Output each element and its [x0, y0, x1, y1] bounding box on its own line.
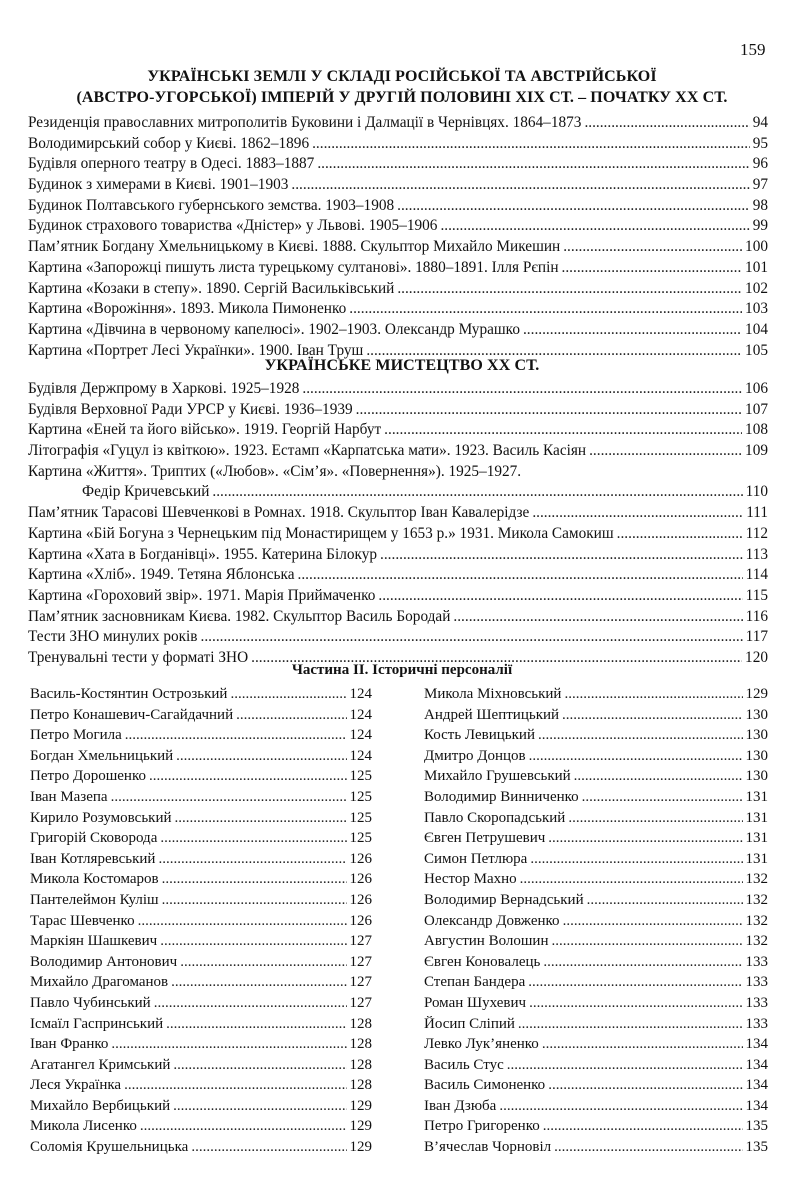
dot-leader	[162, 892, 347, 909]
entry-page: 126	[349, 871, 372, 888]
toc-entry	[28, 628, 768, 649]
entry-title: Іван Котляревський	[30, 850, 156, 867]
toc-entry	[424, 686, 768, 707]
toc-entry	[30, 1016, 372, 1037]
toc-entry	[28, 155, 768, 176]
dot-leader	[587, 892, 743, 909]
entry-page: 117	[745, 628, 768, 646]
entry-page: 129	[349, 1139, 372, 1156]
entry-title: Пам’ятник Тарасові Шевченкові в Ромнах. 1918. Скульптор Іван Кавалерідзе	[28, 504, 530, 522]
entry-title: Микола Міхновський	[424, 686, 562, 702]
dot-leader	[563, 238, 742, 256]
toc-entry	[28, 421, 768, 442]
toc-entry	[30, 1036, 372, 1057]
entry-title: Роман Шухевич	[424, 994, 527, 1011]
entry-title: В’ячеслав Чорновіл	[424, 1139, 552, 1156]
dot-leader	[298, 566, 743, 584]
dot-leader	[440, 217, 749, 235]
page-number: 159	[740, 40, 766, 59]
entry-page: 133	[745, 953, 768, 970]
entry-page: 108	[745, 421, 768, 439]
entry-page: 127	[349, 953, 372, 970]
toc-entry	[30, 1139, 372, 1160]
toc-entry	[424, 974, 768, 995]
entry-page: 129	[349, 1097, 372, 1114]
dot-leader	[574, 768, 743, 785]
toc-entry	[424, 810, 768, 831]
entry-title: Будівля Верховної Ради УРСР у Києві. 1936–1939	[28, 400, 353, 418]
dot-leader	[551, 933, 742, 950]
dot-leader	[543, 954, 742, 971]
dot-leader	[530, 851, 742, 868]
entry-title: Кирило Розумовський	[30, 809, 172, 826]
dot-leader	[140, 1118, 347, 1135]
toc-entry	[30, 933, 372, 954]
entry-title: Літографія «Гуцул із квіткою». 1923. Естамп «Карпатська мати». 1923. Василь Касіян	[28, 442, 587, 460]
entry-title: Дмитро Донцов	[424, 747, 526, 764]
entry-title: Леся Українка	[30, 1077, 122, 1094]
entry-page: 102	[745, 279, 768, 297]
entry-page: 120	[745, 648, 768, 666]
entry-title: Степан Бандера	[424, 974, 526, 991]
entry-page: 131	[745, 788, 768, 805]
entry-page: 113	[745, 545, 768, 563]
dot-leader	[158, 851, 346, 868]
entry-title: Василь Симоненко	[424, 1077, 546, 1094]
entry-title: Євген Петрушевич	[424, 830, 546, 847]
entry-page: 98	[752, 196, 768, 214]
toc-entry	[30, 1098, 372, 1119]
entry-title: Йосип Сліпий	[424, 1015, 515, 1032]
entry-title: Володимир Вернадський	[424, 891, 584, 908]
entry-page: 132	[745, 933, 768, 950]
dot-leader	[532, 504, 743, 522]
entry-title: Кость Левицький	[424, 727, 535, 744]
toc-entry	[28, 259, 768, 280]
dot-leader	[538, 727, 743, 744]
toc-entry	[28, 483, 768, 504]
entry-title: Картина «Запорожці пишуть листа турецькому султанові». 1880–1891. Ілля Рєпін	[28, 258, 559, 276]
toc-entry	[30, 892, 372, 913]
entry-page: 104	[745, 320, 768, 338]
dot-leader	[568, 810, 742, 827]
dot-leader	[173, 1098, 346, 1115]
toc-entry	[424, 1057, 768, 1078]
dot-leader	[617, 525, 743, 543]
dot-leader	[176, 748, 346, 765]
entry-title: Картина «Портрет Лесі Українки». 1900. Іван Труш	[28, 341, 364, 359]
entry-title: Павло Чубинський	[30, 994, 151, 1011]
entry-title: Соломія Крушельницька	[30, 1139, 189, 1156]
toc-entry	[424, 748, 768, 769]
entry-title: Євген Коновалець	[424, 953, 541, 970]
entry-title: Картина «Хата в Богданівці». 1955. Катерина Білокур	[28, 545, 378, 563]
toc-entry	[30, 789, 372, 810]
toc-entry	[424, 1036, 768, 1057]
entry-page: 110	[745, 483, 768, 501]
toc-entry	[424, 1016, 768, 1037]
entry-page: 112	[745, 524, 768, 542]
dot-leader	[291, 176, 749, 194]
entry-page: 130	[745, 706, 768, 723]
entry-title: Картина «Бій Богуна з Чернецьким під Монастирищем у 1653 р.» 1931. Микола Самокиш	[28, 524, 614, 542]
dot-leader	[312, 135, 750, 153]
entry-title: Левко Лук’яненко	[424, 1036, 539, 1053]
toc-entry	[30, 810, 372, 831]
entry-page: 106	[745, 380, 768, 397]
dot-leader	[543, 1118, 743, 1135]
entry-page: 126	[349, 891, 372, 908]
dot-leader	[507, 1057, 743, 1074]
entry-page: 126	[349, 850, 372, 867]
dot-leader	[499, 1098, 742, 1115]
entry-title: Петро Дорошенко	[30, 768, 146, 785]
dot-leader	[212, 483, 742, 501]
entry-page: 133	[745, 1015, 768, 1032]
dot-leader	[397, 197, 750, 215]
entry-page: 115	[745, 586, 768, 604]
entry-title: Михайло Вербицький	[30, 1097, 171, 1114]
dot-leader	[111, 1036, 346, 1053]
entry-page: 114	[745, 566, 768, 584]
entry-title: Картина «Гороховий звір». 1971. Марія Приймаченко	[28, 586, 376, 604]
dot-leader	[542, 1036, 743, 1053]
dot-leader	[562, 259, 743, 277]
entry-page: 95	[752, 134, 768, 152]
toc-entry	[28, 300, 768, 321]
entry-page: 129	[349, 1118, 372, 1135]
toc-entry	[424, 1098, 768, 1119]
entry-page: 130	[745, 747, 768, 764]
toc-entry	[28, 280, 768, 301]
toc-entry	[30, 748, 372, 769]
entry-page: 130	[745, 768, 768, 785]
entry-title: Будівля Держпрому в Харкові. 1925–1928	[28, 380, 300, 397]
entry-page: 132	[745, 891, 768, 908]
entry-title: Петро Могила	[30, 727, 122, 744]
entry-page: 96	[752, 155, 768, 173]
entry-page: 124	[349, 747, 372, 764]
entry-page: 101	[745, 258, 768, 276]
entry-page: 103	[745, 300, 768, 318]
entry-page: 128	[349, 1036, 372, 1053]
entry-title: Тренувальні тести у форматі ЗНО	[28, 648, 249, 666]
entry-title: Василь Стус	[424, 1056, 504, 1073]
toc-entry	[28, 401, 768, 422]
toc-entry	[424, 1139, 768, 1160]
entry-page: 129	[745, 686, 768, 702]
dot-leader	[356, 401, 742, 419]
dot-leader	[201, 628, 743, 646]
entry-title: Тести ЗНО минулих років	[28, 628, 198, 646]
toc-entry	[28, 587, 768, 608]
entry-title: Григорій Сковорода	[30, 830, 158, 847]
entry-page: 135	[745, 1139, 768, 1156]
toc-entry	[424, 933, 768, 954]
dot-leader	[564, 686, 742, 703]
dot-leader	[518, 1016, 743, 1033]
toc-entry	[28, 442, 768, 463]
entry-title: Петро Григоренко	[424, 1118, 540, 1135]
entry-page: 133	[745, 994, 768, 1011]
toc-entry	[30, 686, 372, 707]
entry-title: Ісмаїл Гаспринський	[30, 1015, 164, 1032]
entry-title: Іван Франко	[30, 1036, 109, 1053]
entry-title: Михайло Драгоманов	[30, 974, 169, 991]
toc-entry	[424, 913, 768, 934]
entry-page: 133	[745, 974, 768, 991]
dot-leader	[111, 789, 347, 806]
dot-leader	[520, 871, 743, 888]
toc-entry	[28, 380, 768, 401]
toc-entry	[424, 954, 768, 975]
toc-entry	[28, 525, 768, 546]
entry-title: Андрей Шептицький	[424, 706, 560, 723]
dot-leader	[548, 1077, 742, 1094]
entry-title: Іван Мазепа	[30, 788, 108, 805]
dot-leader	[154, 995, 347, 1012]
dot-leader	[162, 871, 347, 888]
toc-entry	[424, 768, 768, 789]
dot-leader	[173, 1057, 346, 1074]
entry-title: Василь-Костянтин Острозький	[30, 686, 228, 702]
dot-leader	[230, 686, 346, 703]
toc-entry	[28, 238, 768, 259]
dot-leader	[149, 768, 347, 785]
dot-leader	[302, 380, 742, 398]
toc-entry	[30, 913, 372, 934]
dot-leader	[124, 1077, 346, 1094]
entry-title: Картина «Козаки в степу». 1890. Сергій Васильківський	[28, 279, 395, 297]
entry-title: Володимирський собор у Києві. 1862–1896	[28, 134, 310, 152]
dot-leader	[554, 1139, 742, 1156]
entry-title: Михайло Грушевський	[424, 768, 571, 785]
dot-leader	[380, 546, 743, 564]
entry-title: Олександр Довженко	[424, 912, 560, 929]
toc-entry	[30, 830, 372, 851]
dot-leader	[397, 280, 742, 298]
entry-title: Пантелеймон Куліш	[30, 891, 159, 908]
section1-title-line2: (АВСТРО-УГОРСЬКОЇ) ІМПЕРІЙ У ДРУГІЙ ПОЛОВИНІ XIX СТ. – ПОЧАТКУ XX СТ.	[76, 89, 728, 106]
entry-title: Августин Волошин	[424, 933, 549, 950]
entry-page: 125	[349, 768, 372, 785]
entry-page: 111	[746, 504, 768, 522]
section1-title-line1: УКРАЇНСЬКІ ЗЕМЛІ У СКЛАДІ РОСІЙСЬКОЇ ТА АВСТРІЙСЬКОЇ	[147, 68, 657, 85]
toc-entry	[28, 608, 768, 629]
dot-leader	[236, 707, 346, 724]
entry-page: 100	[745, 238, 768, 256]
toc-entry	[424, 727, 768, 748]
entry-page: 125	[349, 788, 372, 805]
entry-title: Будинок з химерами в Києві. 1901–1903	[28, 176, 289, 194]
toc-entry	[424, 830, 768, 851]
entry-page: 126	[349, 912, 372, 929]
entry-title: Резиденція православних митрополитів Буковини і Далмації в Чернівцях. 1864–1873	[28, 114, 582, 131]
toc-entry-line1	[28, 463, 768, 484]
toc-entry	[424, 789, 768, 810]
entry-page: 116	[745, 607, 768, 625]
entry-title: Маркіян Шашкевич	[30, 933, 158, 950]
entry-title: Картина «Ворожіння». 1893. Микола Пимоненко	[28, 300, 347, 318]
toc-entry	[30, 768, 372, 789]
entry-title: Картина «Еней та його військо». 1919. Георгій Нарбут	[28, 421, 382, 439]
entry-title: Агатангел Кримський	[30, 1056, 171, 1073]
toc-entry	[28, 135, 768, 156]
entry-page: 109	[745, 442, 768, 460]
entry-title: Пам’ятник засновникам Києва. 1982. Скульптор Василь Бородай	[28, 607, 451, 625]
dot-leader	[160, 933, 346, 950]
toc-section2	[28, 380, 768, 670]
entry-page: 131	[745, 809, 768, 826]
toc-entry	[30, 974, 372, 995]
entry-page: 134	[745, 1077, 768, 1094]
entry-page: 124	[349, 706, 372, 723]
entry-page: 134	[745, 1036, 768, 1053]
entry-title: Пам’ятник Богдану Хмельницькому в Києві. 1888. Скульптор Михайло Микешин	[28, 238, 561, 256]
dot-leader	[166, 1016, 346, 1033]
persons-right-column	[424, 686, 768, 1160]
entry-page: 130	[745, 727, 768, 744]
entry-page: 132	[745, 871, 768, 888]
toc-entry	[28, 217, 768, 238]
persons-left-column	[30, 686, 372, 1160]
toc-entry	[424, 707, 768, 728]
entry-page: 94	[752, 114, 768, 131]
dot-leader	[548, 830, 742, 847]
dot-leader	[138, 913, 347, 930]
dot-leader	[528, 974, 742, 991]
toc-entry	[28, 566, 768, 587]
dot-leader	[523, 321, 742, 339]
dot-leader	[160, 830, 346, 847]
entry-title: Будівля оперного театру в Одесі. 1883–1887	[28, 155, 315, 173]
dot-leader	[349, 300, 742, 318]
entry-title: Микола Костомаров	[30, 871, 159, 888]
toc-entry	[28, 114, 768, 135]
toc-entry	[30, 954, 372, 975]
dot-leader	[317, 155, 749, 173]
entry-page: 105	[745, 341, 768, 359]
entry-page: 134	[745, 1097, 768, 1114]
entry-page: 125	[349, 809, 372, 826]
entry-page: 99	[752, 217, 768, 235]
entry-title: Картина «Дівчина в червоному капелюсі». 1902–1903. Олександр Мурашко	[28, 320, 520, 338]
toc-entry	[30, 995, 372, 1016]
toc-entry	[424, 892, 768, 913]
toc-entry	[424, 851, 768, 872]
dot-leader	[589, 442, 742, 460]
entry-page: 134	[745, 1056, 768, 1073]
entry-page: 125	[349, 830, 372, 847]
dot-leader	[529, 995, 742, 1012]
dot-leader	[453, 608, 742, 626]
dot-leader	[562, 707, 742, 724]
dot-leader	[529, 748, 743, 765]
toc-entry	[30, 871, 372, 892]
entry-page: 124	[349, 686, 372, 702]
part2-title: Частина ІІ. Історичні персоналії	[291, 662, 513, 678]
entry-title: Богдан Хмельницький	[30, 747, 174, 764]
entry-title: Володимир Антонович	[30, 953, 178, 970]
dot-leader	[378, 587, 742, 605]
entry-title: Федір Кричевський	[82, 483, 210, 501]
entry-title: Тарас Шевченко	[30, 912, 135, 929]
dot-leader	[180, 954, 346, 971]
toc-section1	[28, 114, 768, 362]
entry-title: Картина «Хліб». 1949. Тетяна Яблонська	[28, 566, 295, 584]
dot-leader	[384, 421, 742, 439]
toc-entry	[30, 851, 372, 872]
dot-leader	[563, 913, 743, 930]
toc-entry	[30, 1118, 372, 1139]
entry-title: Петро Конашевич-Сагайдачний	[30, 706, 234, 723]
entry-page: 97	[752, 176, 768, 194]
entry-title: Будинок страхового товариства «Дністер» у Львові. 1905–1906	[28, 217, 438, 235]
dot-leader	[584, 114, 749, 132]
entry-page: 128	[349, 1077, 372, 1094]
entry-title: Будинок Полтавського губернського земства. 1903–1908	[28, 196, 395, 214]
entry-page: 127	[349, 994, 372, 1011]
entry-title: Володимир Винниченко	[424, 788, 579, 805]
entry-page: 135	[745, 1118, 768, 1135]
entry-page: 128	[349, 1015, 372, 1032]
toc-entry	[28, 546, 768, 567]
entry-page: 131	[745, 850, 768, 867]
toc-entry	[30, 1057, 372, 1078]
section2-title: УКРАЇНСЬКЕ МИСТЕЦТВО XX СТ.	[264, 357, 540, 374]
entry-title: Картина «Життя». Триптих («Любов». «Сім’я». «Повернення»). 1925–1927.	[28, 462, 522, 480]
entry-title: Павло Скоропадський	[424, 809, 566, 826]
toc-entry	[28, 197, 768, 218]
toc-entry	[424, 1077, 768, 1098]
entry-title: Микола Лисенко	[30, 1118, 137, 1135]
toc-entry	[30, 727, 372, 748]
entry-page: 127	[349, 933, 372, 950]
dot-leader	[125, 727, 347, 744]
toc-entry	[28, 176, 768, 197]
dot-leader	[191, 1139, 346, 1156]
entry-title: Симон Петлюра	[424, 850, 528, 867]
dot-leader	[582, 789, 743, 806]
toc-entry	[424, 1118, 768, 1139]
toc-entry	[30, 1077, 372, 1098]
entry-page: 127	[349, 974, 372, 991]
entry-title: Іван Дзюба	[424, 1097, 497, 1114]
toc-entry	[28, 321, 768, 342]
entry-title: Нестор Махно	[424, 871, 517, 888]
toc-entry	[30, 707, 372, 728]
entry-page: 132	[745, 912, 768, 929]
entry-page: 131	[745, 830, 768, 847]
toc-entry	[424, 995, 768, 1016]
entry-page: 107	[745, 400, 768, 418]
entry-page: 128	[349, 1056, 372, 1073]
dot-leader	[171, 974, 346, 991]
dot-leader	[175, 810, 347, 827]
toc-entry	[28, 504, 768, 525]
entry-page: 124	[349, 727, 372, 744]
toc-entry	[424, 871, 768, 892]
